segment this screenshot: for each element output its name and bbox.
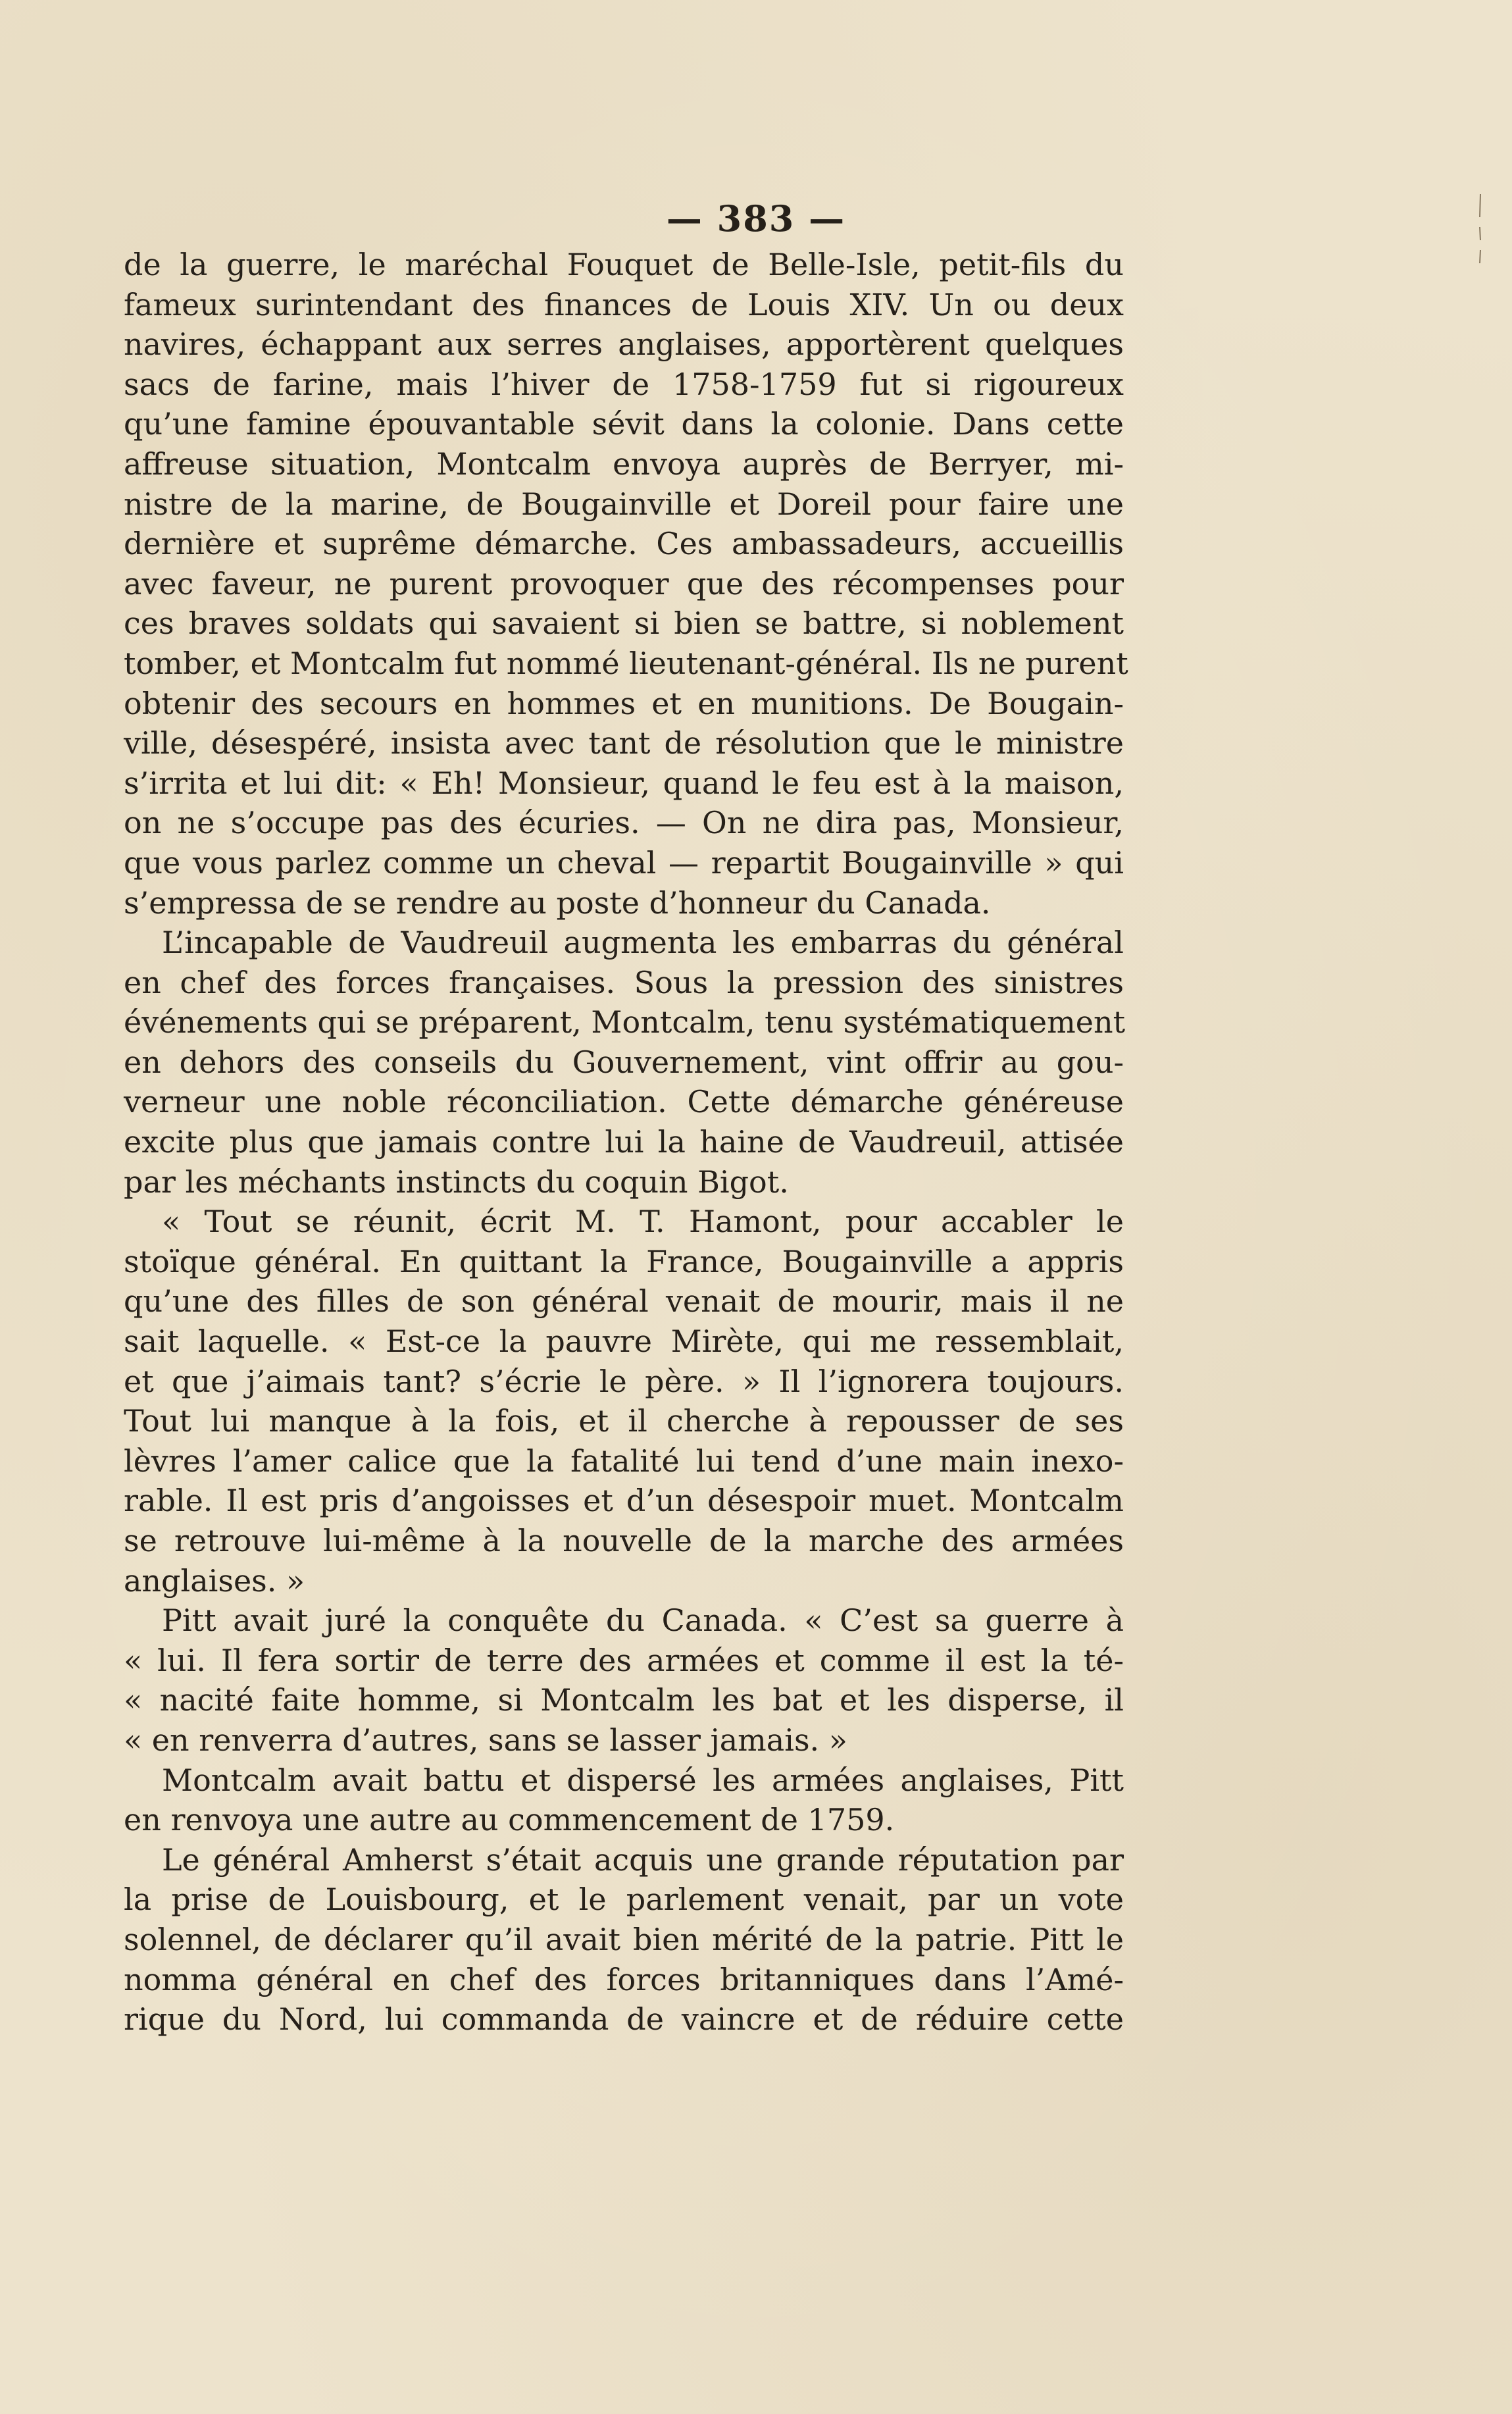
- text-line: navires, échappant aux serres anglaises, apportèrent quelques: [124, 326, 1124, 363]
- text-line: qu’une famine épouvantable sévit dans la colonie. Dans cette: [124, 406, 1124, 442]
- text-line: événements qui se préparent, Montcalm, tenu systématiquement: [124, 1004, 1126, 1040]
- text-line: se retrouve lui-même à la nouvelle de la marche des armées: [124, 1523, 1124, 1558]
- text-line: Le général Amherst s’était acquis une grande réputation par: [162, 1841, 1124, 1878]
- text-line: Pitt avait juré la conquête du Canada. « C’est sa guerre à: [162, 1603, 1124, 1639]
- text-line: de la guerre, le maréchal Fouquet de Belle-Isle, petit-fils du: [124, 247, 1124, 282]
- text-line: sait laquelle. « Est-ce la pauvre Mirète, qui me ressemblait,: [124, 1323, 1124, 1360]
- text-line: « lui. Il fera sortir de terre des armées et comme il est la té-: [124, 1642, 1124, 1678]
- text-line: sacs de farine, mais l’hiver de 1758-1759 fut si rigoureux: [124, 366, 1124, 402]
- text-line: L’incapable de Vaudreuil augmenta les embarras du général: [162, 925, 1124, 961]
- text-line: stoïque général. En quittant la France, Bougainville a appris: [124, 1243, 1124, 1279]
- text-line: « nacité faite homme, si Montcalm les bat et les disperse, il: [124, 1682, 1124, 1718]
- text-line: en dehors des conseils du Gouvernement, vint offrir au gou-: [124, 1044, 1124, 1080]
- text-line: dernière et suprême démarche. Ces ambassadeurs, accueillis: [124, 526, 1124, 562]
- text-line: et que j’aimais tant? s’écrie le père. » Il l’ignorera toujours.: [124, 1363, 1124, 1399]
- text-line: rable. Il est pris d’angoisses et d’un désespoir muet. Montcalm: [124, 1483, 1124, 1519]
- text-line: ces braves soldats qui savaient si bien se battre, si noblement: [124, 605, 1124, 642]
- text-line: Montcalm avait battu et dispersé les armées anglaises, Pitt: [162, 1762, 1124, 1798]
- margin-smudge: [1474, 191, 1487, 270]
- text-line: la prise de Louisbourg, et le parlement venait, par un vote: [124, 1882, 1124, 1918]
- text-line: « en renverra d’autres, sans se lasser jamais. »: [124, 1722, 847, 1758]
- text-line: que vous parlez comme un cheval — repartit Bougainville » qui: [124, 844, 1124, 881]
- text-line: rique du Nord, lui commanda de vaincre et de réduire cette: [124, 2001, 1124, 2038]
- text-line: nistre de la marine, de Bougainville et Doreil pour faire une: [124, 486, 1124, 522]
- text-line: par les méchants instincts du coquin Bigot.: [124, 1164, 789, 1200]
- page-text: [124, 245, 1128, 2040]
- text-line: « Tout se réunit, écrit M. T. Hamont, pour accabler le: [162, 1204, 1124, 1240]
- text-line: excite plus que jamais contre lui la haine de Vaudreuil, attisée: [124, 1124, 1124, 1160]
- text-line: s’empressa de se rendre au poste d’honneur du Canada.: [124, 885, 991, 921]
- text-line: ville, désespéré, insista avec tant de résolution que le ministre: [124, 725, 1124, 761]
- text-line: obtenir des secours en hommes et en munitions. De Bougain-: [124, 685, 1124, 721]
- text-line: Tout lui manque à la fois, et il cherche à repousser de ses: [124, 1403, 1124, 1439]
- text-line: avec faveur, ne purent provoquer que des récompenses pour: [124, 565, 1124, 602]
- text-line: fameux surintendant des finances de Louis XIV. Un ou deux: [124, 286, 1124, 322]
- text-line: en chef des forces françaises. Sous la pression des sinistres: [124, 964, 1124, 1000]
- text-line: en renvoya une autre au commencement de 1759.: [124, 1802, 895, 1838]
- text-line: verneur une noble réconciliation. Cette démarche généreuse: [124, 1084, 1124, 1120]
- text-line: on ne s’occupe pas des écuries. — On ne dira pas, Monsieur,: [124, 805, 1124, 841]
- text-line: solennel, de déclarer qu’il avait bien mérité de la patrie. Pitt le: [124, 1921, 1124, 1957]
- text-line: tomber, et Montcalm fut nommé lieutenant-général. Ils ne purent: [124, 645, 1128, 681]
- text-line: nomma général en chef des forces britanniques dans l’Amé-: [124, 1961, 1124, 1997]
- text-line: anglaises. »: [124, 1562, 305, 1599]
- text-line: affreuse situation, Montcalm envoya auprès de Berryer, mi-: [124, 446, 1124, 482]
- text-line: s’irrita et lui dit: « Eh! Monsieur, quand le feu est à la maison,: [124, 765, 1124, 801]
- page-number: — 383 —: [666, 197, 846, 240]
- text-line: qu’une des filles de son général venait de mourir, mais il ne: [124, 1283, 1124, 1320]
- text-line: lèvres l’amer calice que la fatalité lui tend d’une main inexo-: [124, 1443, 1124, 1479]
